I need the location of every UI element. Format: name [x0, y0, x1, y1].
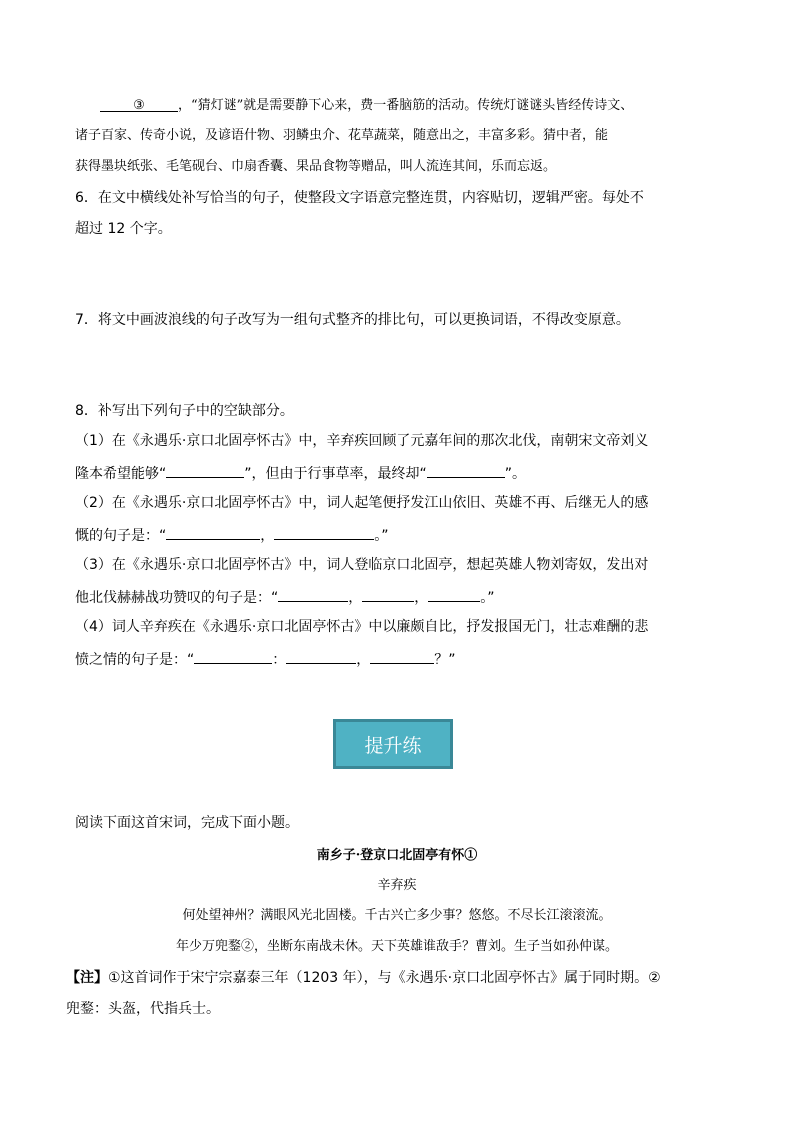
- q8-item-3-text-a: 他北伐赫赫战功赞叹的句子是：“: [75, 590, 279, 606]
- q8-item-2-text-a: 慨的句子是：“: [75, 528, 167, 544]
- separator: ，: [414, 590, 429, 606]
- answer-blank[interactable]: [194, 648, 272, 664]
- q8-item-4-line-2: [75, 648, 456, 670]
- q8-item-1-text-c: ”。: [504, 466, 527, 482]
- answer-blank[interactable]: [428, 586, 480, 602]
- separator: ，: [356, 652, 371, 668]
- question-6-line-1: 6．在文中横线处补写恰当的句子，使整段文字语意完整连贯，内容贴切，逻辑严密。每处不: [75, 190, 644, 206]
- note-text: ①这首词作于宋宁宗嘉泰三年（1203 年），与《永遇乐·京口北固亭怀古》属于同时期。②: [108, 970, 661, 986]
- closing: ？”: [434, 652, 456, 668]
- q8-item-3-line-2: [75, 586, 495, 608]
- answer-blank[interactable]: [370, 648, 434, 664]
- closing: 。”: [374, 528, 389, 544]
- q8-item-4-text-a: 愤之情的句子是：“: [75, 652, 195, 668]
- q8-item-1-text-b: ”，但由于行事草率，最终却“: [244, 466, 427, 482]
- poem-verse-2: 年少万兜鍪②，坐断东南战未休。天下英雄谁敌手？曹刘。生子当如孙仲谋。: [175, 939, 618, 954]
- question-8-title: 8．补写出下列句子中的空缺部分。: [75, 403, 294, 419]
- note-label: 【注】: [66, 970, 108, 986]
- answer-blank[interactable]: [427, 462, 505, 478]
- passage-line-3: 获得墨块纸张、毛笔砚台、巾扇香囊、果品食物等赠品，叫人流连其间，乐而忘返。: [75, 159, 557, 174]
- answer-blank[interactable]: [166, 462, 244, 478]
- q8-item-2-line-2: [75, 524, 389, 546]
- poem-verse-1: 何处望神州？满眼风光北固楼。千古兴亡多少事？悠悠。不尽长江滚滚流。: [182, 908, 612, 923]
- poem-note-line-1: [66, 968, 661, 988]
- answer-blank[interactable]: [278, 586, 348, 602]
- answer-blank-3: ③: [100, 96, 178, 112]
- passage-text: ，“猜灯谜”就是需要静下心来，费一番脑筋的活动。传统灯谜谜头皆经传诗文、: [178, 98, 634, 113]
- section-banner-tishengliang: 提升练: [333, 719, 453, 769]
- passage-line-1: [100, 96, 633, 116]
- answer-blank[interactable]: [166, 524, 260, 540]
- q8-item-1-line-1: （1）在《永遇乐·京口北固亭怀古》中，辛弃疾回顾了元嘉年间的那次北伐，南朝宋文帝刘义: [75, 433, 649, 449]
- closing: 。”: [480, 590, 495, 606]
- answer-blank[interactable]: [286, 648, 356, 664]
- q8-item-3-line-1: （3）在《永遇乐·京口北固亭怀古》中，词人登临京口北固亭，想起英雄人物刘寄奴，发出对: [75, 557, 649, 573]
- q8-item-1-text-a: 隆本希望能够“: [75, 466, 167, 482]
- poem-title: 南乡子·登京口北固亭有怀①: [316, 848, 478, 863]
- q8-item-1-line-2: [75, 462, 526, 484]
- answer-blank[interactable]: [274, 524, 374, 540]
- answer-blank[interactable]: [362, 586, 414, 602]
- question-7: 7．将文中画波浪线的句子改写为一组句式整齐的排比句，可以更换词语，不得改变原意。: [75, 312, 630, 328]
- poem-note-line-2: 兜鍪：头盔，代指兵士。: [66, 1001, 220, 1017]
- separator: ，: [348, 590, 363, 606]
- poem-author: 辛弃疾: [377, 878, 417, 893]
- separator: ，: [260, 528, 275, 544]
- separator: ：: [272, 652, 287, 668]
- q8-item-2-line-1: （2）在《永遇乐·京口北固亭怀古》中，词人起笔便抒发江山依旧、英雄不再、后继无人的感: [75, 495, 649, 511]
- passage-line-2: 诸子百家、传奇小说，及谚语什物、羽鳞虫介、花草蔬菜，随意出之，丰富多彩。猜中者，能: [75, 128, 609, 143]
- question-6-line-2: 超过 12 个字。: [75, 221, 172, 237]
- reading-intro: 阅读下面这首宋词，完成下面小题。: [75, 815, 299, 831]
- q8-item-4-line-1: （4）词人辛弃疾在《永遇乐·京口北固亭怀古》中以廉颇自比，抒发报国无门，壮志难酬的悲: [75, 619, 649, 635]
